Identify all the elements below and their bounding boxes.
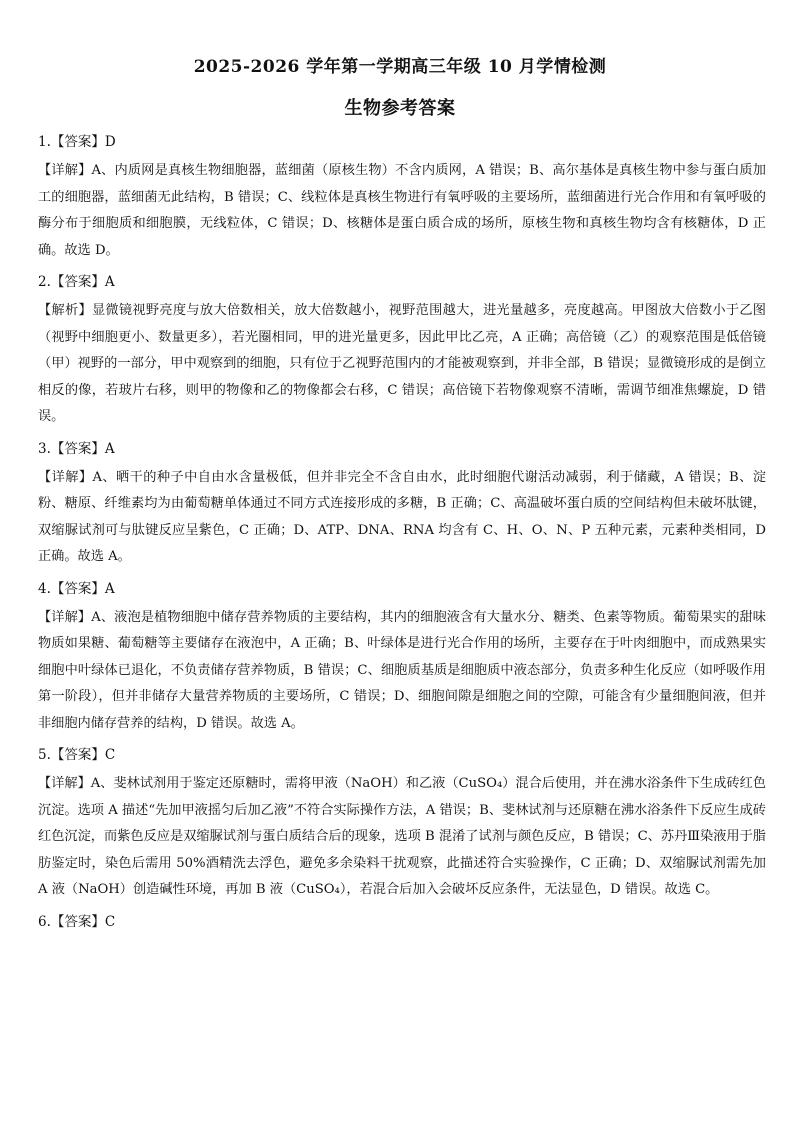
question-1 (38, 132, 766, 264)
question-5-answer: 5.【答案】C (38, 747, 116, 763)
question-6-answer: 6.【答案】C (38, 913, 116, 930)
answers-body (38, 132, 766, 938)
question-4-detail: 【详解】A、液泡是植物细胞中储存营养物质的主要结构，其内的细胞液含有大量水分、糖类、色素等物质。葡萄果实的甜味物质如果糖、葡萄糖等主要储存在液泡中，A 正确；B、叶绿体是进行光合作用的场所，主要存在于叶肉细胞中，而成熟果实细胞中叶绿体已退化，不负责储存营养物质，B 错误；C、细胞质基质是细胞质中液态部分，负责多种生化反应（如呼吸作用第一阶段），但并非储存大量营养物质的主要场所，C 错误；D、细胞间隙是细胞之间的空隙，可能含有少量细胞间液，但并非细胞内储存营养的结构，D 错误。故选 A。 (38, 609, 766, 731)
question-2-detail: 【解析】显微镜视野亮度与放大倍数相关，放大倍数越小，视野范围越大，进光量越多，亮度越高。甲图放大倍数小于乙图（视野中细胞更小、数量更多），若光圈相同，甲的进光量更多，因此甲比乙亮，A 正确；高倍镜（乙）的观察范围是低倍镜（甲）视野的一部分，甲中观察到的细胞，只有位于乙视野范围内的才能被观察到，并非全部，B 错误；显微镜形成的是倒立相反的像，若玻片右移，则甲的物像和乙的物像都会右移，C 错误；高倍镜下若物像观察不清晰，需调节细准焦螺旋，D 错误。 (38, 303, 766, 424)
question-1-detail: 【详解】A、内质网是真核生物细胞器，蓝细菌（原核生物）不含内质网，A 错误；B、高尔基体是真核生物中参与蛋白质加工的细胞器，蓝细菌无此结构，B 错误；C、线粒体是真核生物进行有氧呼吸的主要场所，蓝细菌进行光合作用和有氧呼吸的酶分布于细胞质和细胞膜，无线粒体，C 错误；D、核糖体是蛋白质合成的场所，原核生物和真核生物均含有核糖体，D 正确。故选 D。 (38, 163, 766, 258)
question-2 (38, 272, 766, 431)
document-subtitle: 生物参考答案 (344, 98, 456, 119)
question-4-answer: 4.【答案】A (38, 580, 115, 597)
question-5-detail: 【详解】A、斐林试剂用于鉴定还原糖时，需将甲液（NaOH）和乙液（CuSO₄）混合后使用，并在沸水浴条件下生成砖红色沉淀。选项 A 描述“先加甲液摇匀后加乙液”不符合实际操作方法，A 错误；B、斐林试剂与还原糖在沸水浴条件下反应生成砖红色沉淀，而紫色反应是双缩脲试剂与蛋白质结合后的现象，选项 B 混淆了试剂与颜色反应，B 错误；C、苏丹Ⅲ染液用于脂肪鉴定时，染色后需用 50%酒精洗去浮色，避免多余染料干扰观察，此描述符合实验操作，C 正确；D、双缩脲试剂需先加 A 液（NaOH）创造碱性环境，再加 B 液（CuSO₄），若混合后加入会破坏反应条件，无法显色，D 错误。故选 C。 (38, 776, 766, 897)
question-1-answer: 1.【答案】D (38, 134, 116, 150)
question-3-detail: 【详解】A、晒干的种子中自由水含量极低，但并非完全不含自由水，此时细胞代谢活动减弱，利于储藏，A 错误；B、淀粉、糖原、纤维素均为由葡萄糖单体通过不同方式连接形成的多糖，B 正确；C、高温破坏蛋白质的空间结构但未破坏肽键，双缩脲试剂可与肽键反应呈紫色，C 正确；D、ATP、DNA、RNA 均含有 C、H、O、N、P 五种元素，元素种类相同，D 正确。故选 A。 (38, 469, 766, 564)
question-5 (38, 745, 766, 904)
question-6 (38, 912, 766, 932)
document-title: 2025-2026 学年第一学期高三年级 10 月学情检测 (193, 57, 607, 77)
question-3-answer: 3.【答案】A (38, 440, 115, 457)
question-4 (38, 579, 766, 738)
question-2-answer: 2.【答案】A (38, 274, 115, 290)
question-3 (38, 439, 766, 571)
